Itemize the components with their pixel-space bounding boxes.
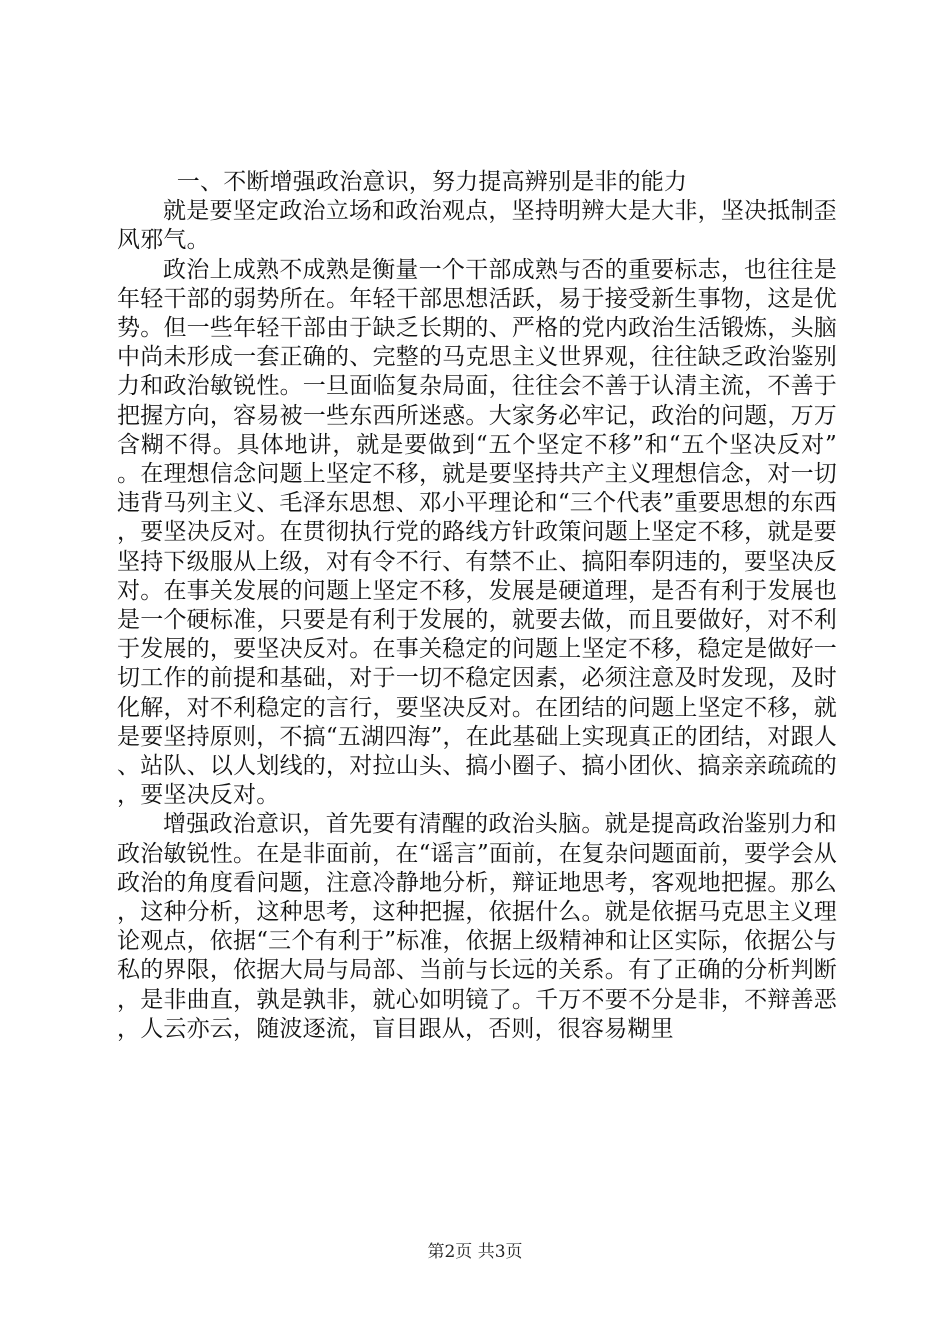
- paragraph-1: 就是要坚定政治立场和政治观点，坚持明辨大是大非，坚决抵制歪风邪气。: [117, 198, 837, 254]
- paragraph-2: 政治上成熟不成熟是衡量一个干部成熟与否的重要标志，也往往是年轻干部的弱势所在。年轻干部思想活跃，易于接受新生事物，这是优势。但一些年轻干部由于缺乏长期的、严格的党内政治生活锻炼，头脑中尚未形成一套正确的、完整的马克思主义世界观，往往缺乏政治鉴别力和政治敏锐性。一旦面临复杂局面，往往会不善于认清主流，不善于把握方向，容易被一些东西所迷惑。大家务必牢记，政治的问题，万万含糊不得。具体地讲，就是要做到“五个坚定不移”和“五个坚决反对”。在理想信念问题上坚定不移，就是要坚持共产主义理想信念，对一切违背马列主义、毛泽东思想、邓小平理论和“三个代表”重要思想的东西，要坚决反对。在贯彻执行党的路线方针政策问题上坚定不移，就是要坚持下级服从上级，对有令不行、有禁不止、搞阳奉阴违的，要坚决反对。在事关发展的问题上坚定不移，发展是硬道理，是否有利于发展也是一个硬标准，只要是有利于发展的，就要去做，而且要做好，对不利于发展的，要坚决反对。在事关稳定的问题上坚定不移，稳定是做好一切工作的前提和基础，对于一切不稳定因素，必须注意及时发现，及时化解，对不利稳定的言行，要坚决反对。在团结的问题上坚定不移，就是要坚持原则，不搞“五湖四海”，在此基础上实现真正的团结，对跟人、站队、以人划线的，对拉山头、搞小圈子、搞小团伙、搞亲亲疏疏的，要坚决反对。: [117, 256, 837, 809]
- section-heading: 一、不断增强政治意识，努力提高辨别是非的能力: [176, 169, 688, 195]
- document-body: [117, 168, 837, 1044]
- paragraph-3: 增强政治意识，首先要有清醒的政治头脑。就是提高政治鉴别力和政治敏锐性。在是非面前，在“谣言”面前，在复杂问题面前，要学会从政治的角度看问题，注意冷静地分析，辩证地思考，客观地把握。那么，这种分析，这种思考，这种把握，依据什么。就是依据马克思主义理论观点，依据“三个有利于”标准，依据上级精神和让区实际，依据公与私的界限，依据大局与局部、当前与长远的关系。有了正确的分析判断，是非曲直，孰是孰非，就心如明镜了。千万不要不分是非，不辩善恶，人云亦云，随波逐流，盲目跟从，否则，很容易糊里: [117, 811, 837, 1042]
- page-footer: 第2页 共3页: [427, 1242, 523, 1262]
